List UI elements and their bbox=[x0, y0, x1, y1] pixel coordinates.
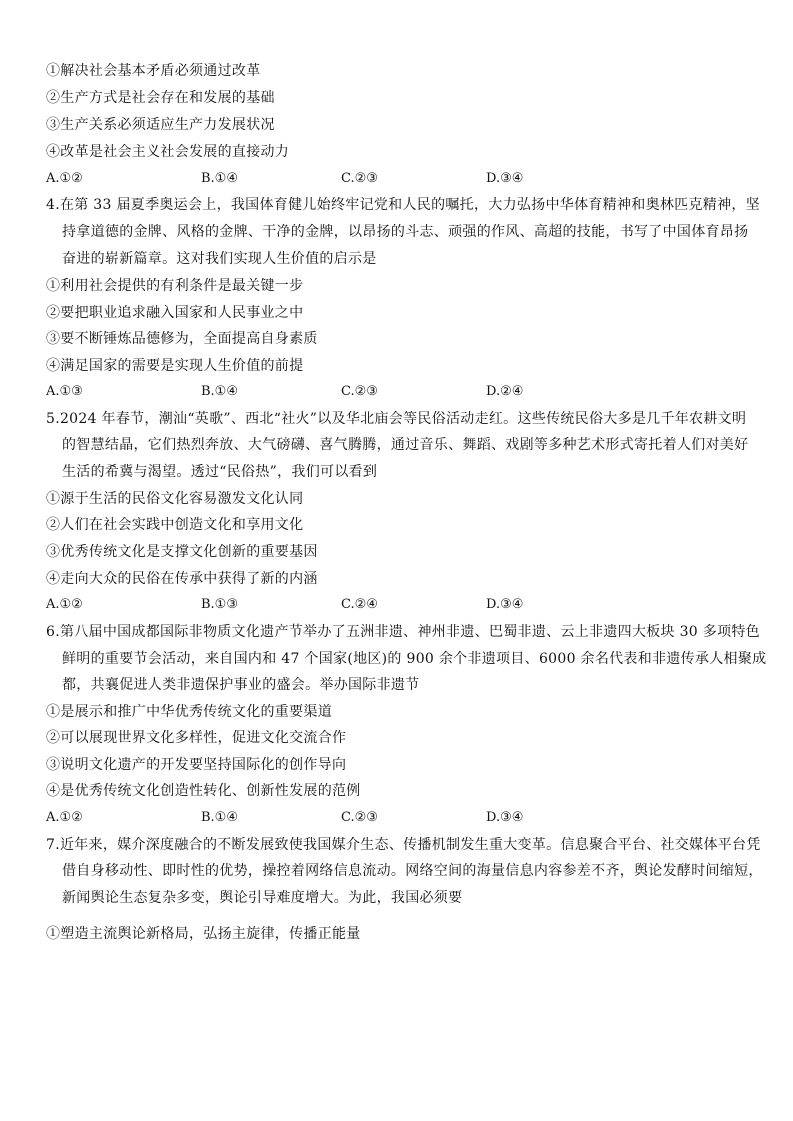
q3-option-b: B.①④ bbox=[201, 171, 238, 186]
q5-stem-line-1: 5.2024 年春节，潮汕“英歌”、西北“社火”以及华北庙会等民俗活动走红。这些传统民俗大多是几千年农耕文明 bbox=[46, 411, 747, 427]
q3-option-d: D.③④ bbox=[486, 171, 524, 186]
q7-stem-line-3: 新闻舆论生态复杂多变，舆论引导难度增大。为此，我国必须要 bbox=[62, 890, 463, 906]
q6-item-4: ④是优秀传统文化创造性转化、创新性发展的范例 bbox=[46, 783, 361, 799]
q5-option-d: D.③④ bbox=[486, 597, 524, 612]
q6-option-b: B.①④ bbox=[201, 810, 238, 825]
q7-stem-line-2: 借自身移动性、即时性的优势，操控着网络信息流动。网络空间的海量信息内容参差不齐，舆论发酵时间缩短， bbox=[62, 863, 763, 879]
q6-stem-line-1: 6.第八届中国成都国际非物质文化遗产节举办了五洲非遗、神州非遗、巴蜀非遗、云上非遗四大板块 30 多项特色 bbox=[46, 624, 760, 640]
q5-item-4: ④走向大众的民俗在传承中获得了新的内涵 bbox=[46, 571, 318, 587]
q4-stem-line-1: 4.在第 33 届夏季奥运会上，我国体育健儿始终牢记党和人民的嘱托，大力弘扬中华体育精神和奥林匹克精神，坚 bbox=[46, 197, 760, 213]
q6-item-1: ①是展示和推广中华优秀传统文化的重要渠道 bbox=[46, 704, 332, 720]
q4-stem-line-2: 持拿道德的金牌、风格的金牌、干净的金牌，以昂扬的斗志、顽强的作风、高超的技能，书写了中国体育昂扬 bbox=[62, 224, 749, 240]
q3-item-1: ①解决社会基本矛盾必须通过改革 bbox=[46, 63, 261, 79]
q5-option-c: C.②④ bbox=[341, 597, 378, 612]
q6-stem-line-2: 鲜明的重要节会活动，来自国内和 47 个国家(地区)的 900 余个非遗项目、6000 余名代表和非遗传承人相聚成 bbox=[62, 651, 767, 667]
q4-stem-line-3: 奋进的崭新篇章。这对我们实现人生价值的启示是 bbox=[62, 251, 377, 267]
q6-item-2: ②可以展现世界文化多样性，促进文化交流合作 bbox=[46, 730, 347, 746]
q5-stem-line-2: 的智慧结晶，它们热烈奔放、大气磅礴、喜气腾腾，通过音乐、舞蹈、戏剧等多种艺术形式寄托着人们对美好 bbox=[62, 437, 749, 453]
q6-option-c: C.②③ bbox=[341, 810, 378, 825]
q4-option-c: C.②③ bbox=[341, 384, 378, 399]
q5-option-b: B.①③ bbox=[201, 597, 238, 612]
q4-option-d: D.②④ bbox=[486, 384, 524, 399]
q5-options bbox=[46, 596, 746, 614]
q4-options bbox=[46, 383, 746, 401]
q7-stem-line-1: 7.近年来，媒介深度融合的不断发展致使我国媒介生态、传播机制发生重大变革。信息聚合平台、社交媒体平台凭 bbox=[46, 837, 761, 853]
q5-stem-line-3: 生活的希冀与渴望。透过“民俗热”，我们可以看到 bbox=[62, 464, 378, 480]
q4-item-2: ②要把职业追求融入国家和人民事业之中 bbox=[46, 305, 304, 321]
q5-item-3: ③优秀传统文化是支撑文化创新的重要基因 bbox=[46, 544, 318, 560]
q4-option-a: A.①③ bbox=[46, 384, 83, 399]
q3-item-4: ④改革是社会主义社会发展的直接动力 bbox=[46, 144, 290, 160]
q4-option-b: B.①④ bbox=[201, 384, 238, 399]
q4-item-4: ④满足国家的需要是实现人生价值的前提 bbox=[46, 358, 304, 374]
q3-item-3: ③生产关系必须适应生产力发展状况 bbox=[46, 117, 275, 133]
q6-option-d: D.③④ bbox=[486, 810, 524, 825]
q4-item-3: ③要不断锤炼品德修为，全面提高自身素质 bbox=[46, 331, 318, 347]
q5-item-1: ①源于生活的民俗文化容易激发文化认同 bbox=[46, 491, 304, 507]
q6-item-3: ③说明文化遗产的开发要坚持国际化的创作导向 bbox=[46, 757, 347, 773]
q4-item-1: ①利用社会提供的有利条件是最关键一步 bbox=[46, 278, 304, 294]
q3-option-a: A.①② bbox=[46, 171, 83, 186]
q7-item-1: ①塑造主流舆论新格局，弘扬主旋律，传播正能量 bbox=[46, 926, 361, 942]
q3-options bbox=[46, 170, 746, 188]
q5-item-2: ②人们在社会实践中创造文化和享用文化 bbox=[46, 517, 304, 533]
q6-options bbox=[46, 809, 746, 827]
q3-option-c: C.②③ bbox=[341, 171, 378, 186]
q6-stem-line-3: 都，共襄促进人类非遗保护事业的盛会。举办国际非遗节 bbox=[62, 677, 420, 693]
q3-item-2: ②生产方式是社会存在和发展的基础 bbox=[46, 90, 275, 106]
q5-option-a: A.①② bbox=[46, 597, 83, 612]
q6-option-a: A.①② bbox=[46, 810, 83, 825]
